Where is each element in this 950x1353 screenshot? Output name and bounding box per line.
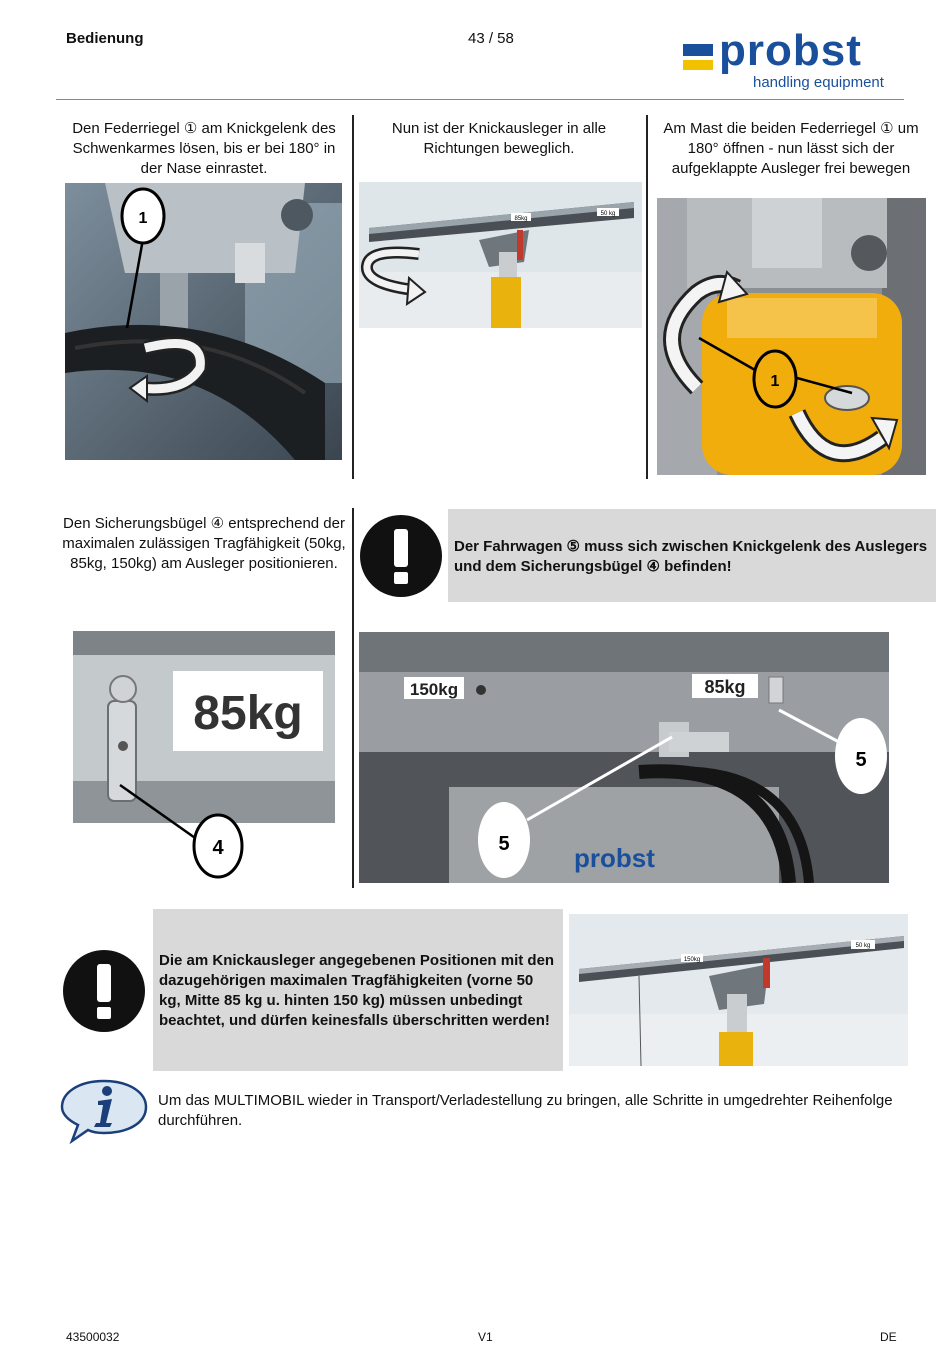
footer-doc-number: 43500032 [66,1330,120,1344]
info-text: Um das MULTIMOBIL wieder in Transport/Verladestellung zu bringen, alle Schritte in umgedrehter Reihenfolge durchführen. [158,1092,893,1129]
callout-1-mast: 1 [770,373,780,390]
logo-subtitle: handling equipment [753,74,884,91]
photo-spring-latch-joint [65,183,342,460]
logo-wordmark: probst [719,26,862,75]
step-1-caption: Den Federriegel ① am Knickgelenk des Schwenkarmes lösen, bis er bei 180° in der Nase einrastet. [72,120,336,177]
label-150kg-small: 150kg [683,957,701,963]
column-divider [352,508,354,888]
warning-exclamation-icon-2 [63,950,145,1032]
label-150kg: 150kg [409,680,459,699]
photo-mast-spring-latches [657,198,926,475]
callout-5a: 5 [498,833,510,855]
brand-on-device: probst [574,843,655,873]
callout-4-pointer [110,780,250,885]
warning-text-carriage: Der Fahrwagen ⑤ muss sich zwischen Knickgelenk des Auslegers und dem Sicherungsbügel ④ befinden! [454,538,928,575]
callout-5b: 5 [855,749,867,771]
photo-carriage-position [359,632,889,883]
warning-exclamation-icon [360,515,442,597]
header-divider [56,99,904,100]
callout-1: 1 [138,210,148,227]
warning-box-carriage [448,509,936,602]
label-85kg-beam: 85kg [704,677,746,697]
photo-jib-arm-movable [359,182,642,328]
page-number: 43 / 58 [468,30,514,47]
label-85kg-large: 85kg [193,687,303,740]
section-title: Bedienung [66,30,144,47]
label-50kg: 50 kg [600,211,616,217]
label-85kg: 85kg [514,216,528,222]
step-4-caption: Den Sicherungsbügel ④ entsprechend der maximalen zulässigen Tragfähigkeit (50kg, 85kg, 150kg) am Ausleger positionieren. [62,515,346,572]
info-speech-bubble-icon [60,1077,148,1145]
footer-language: DE [880,1330,897,1344]
warning-text-capacity: Die am Knickausleger angegebenen Positionen mit den dazugehörigen maximalen Tragfähigkeiten (vorne 50 kg, Mitte 85 kg u. hinten 150 kg) müssen unbedingt beachtet, und dürfen keinesfalls überschritten werden! [159,952,555,1029]
label-50kg-small: 50 kg [855,943,871,949]
footer-version: V1 [478,1330,493,1344]
callout-4: 4 [212,837,224,859]
logo-mark-blue [683,44,713,56]
warning-box-capacity [153,909,563,1071]
probst-logo [683,26,898,94]
step-3-caption: Am Mast die beiden Federriegel ① um 180° öffnen - nun lässt sich der aufgeklappte Ausleger frei bewegen [663,120,919,177]
photo-jib-capacity-labels [569,914,908,1066]
step-2-caption: Nun ist der Knickausleger in alle Richtungen beweglich. [391,120,607,157]
column-divider [352,115,354,479]
column-divider [646,115,648,479]
logo-mark-yellow [683,60,713,70]
